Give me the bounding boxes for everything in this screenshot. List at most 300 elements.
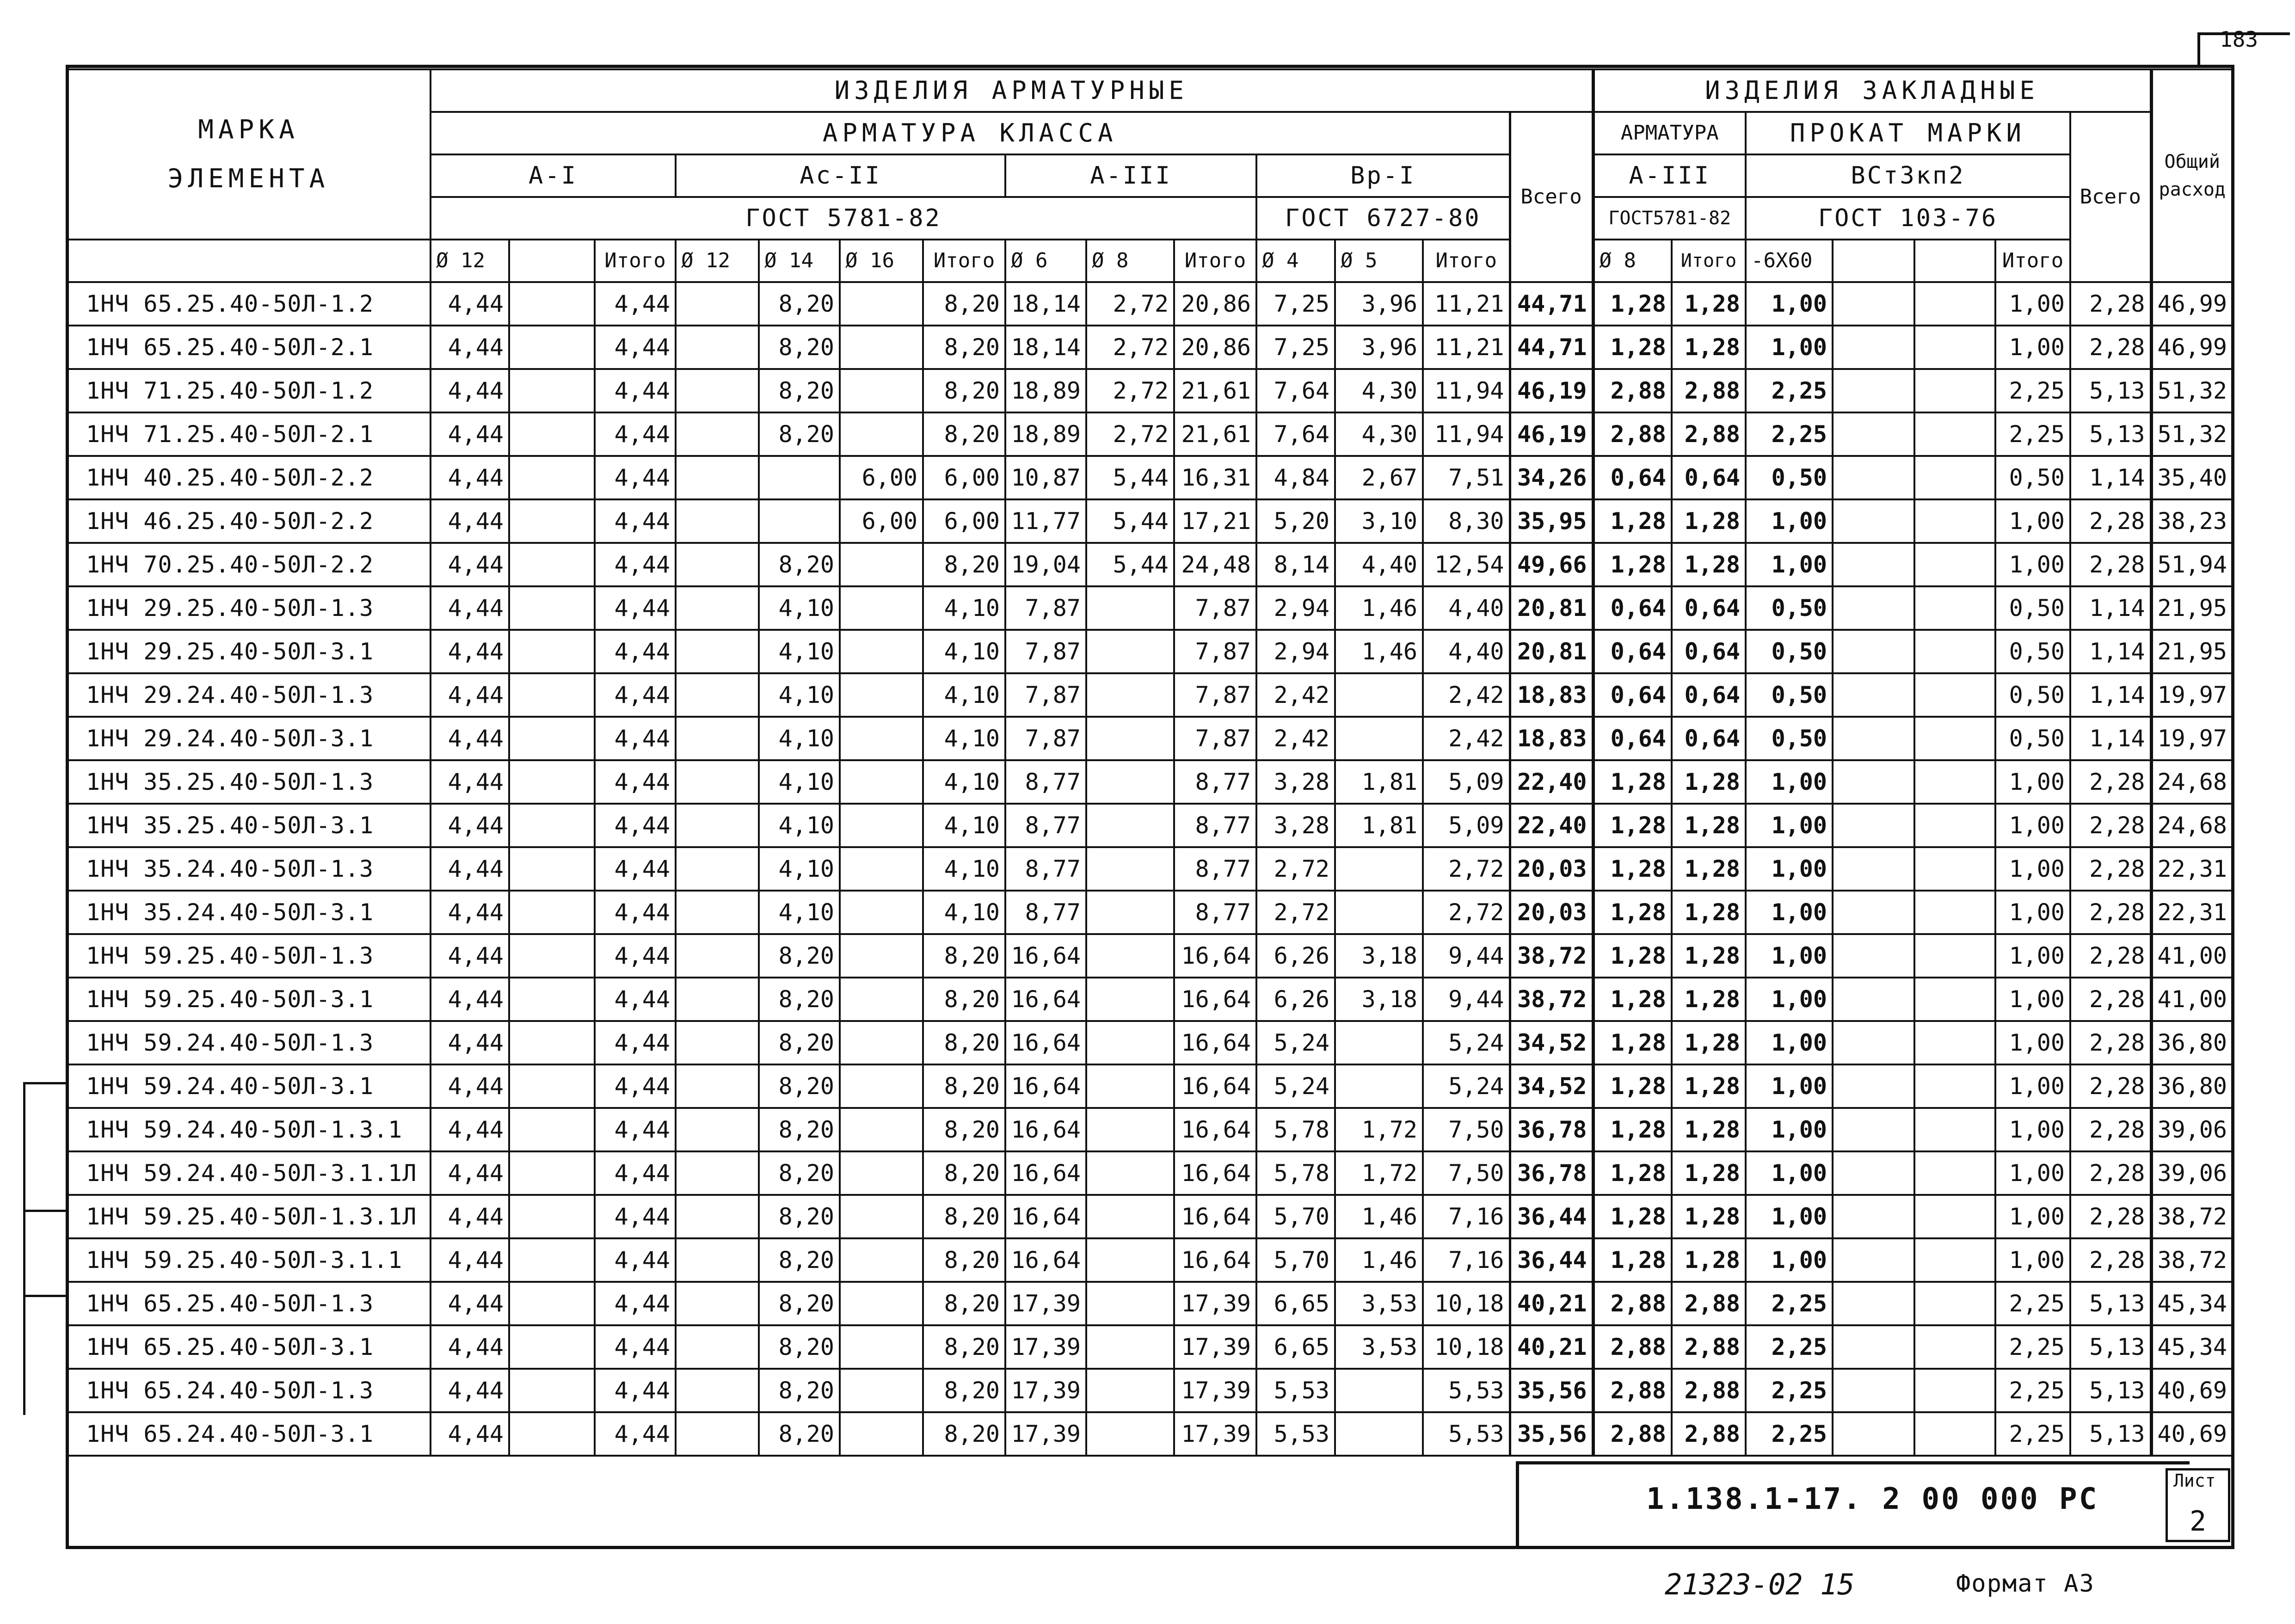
cell-a3-d8 (1086, 1151, 1174, 1195)
cell-e-6x60: 0,50 (1746, 586, 1833, 630)
cell-a3-d8: 5,44 (1086, 499, 1174, 543)
cell-a1-d12: 4,44 (431, 1412, 509, 1456)
cell-e-total: 1,28 (1672, 1021, 1746, 1064)
cell-bp-d4: 3,28 (1256, 760, 1335, 804)
cell-ac-d14: 8,20 (759, 1064, 840, 1108)
cell-e-6x60: 1,00 (1746, 760, 1833, 804)
cell-a3-d6: 7,87 (1005, 586, 1086, 630)
empty-cell (676, 847, 759, 891)
cell-e-roll-total: 1,00 (1995, 326, 2070, 369)
cell-bp-d4: 5,53 (1256, 1369, 1335, 1412)
empty-cell (1914, 1369, 1995, 1412)
empty-cell (509, 369, 595, 412)
cell-e-6x60: 1,00 (1746, 1238, 1833, 1282)
cell-ac-d14 (759, 499, 840, 543)
empty-cell (1833, 1412, 1914, 1456)
table-row (67, 586, 2233, 630)
empty-cell (1914, 499, 1995, 543)
cell-bp-total: 8,30 (1423, 499, 1510, 543)
empty-cell (1833, 630, 1914, 673)
cell-ac-d14: 4,10 (759, 673, 840, 717)
cell-ac-d16 (840, 630, 923, 673)
cell-bp-d4: 4,84 (1256, 456, 1335, 499)
cell-overall: 19,97 (2151, 673, 2233, 717)
cell-bp-d5: 3,96 (1335, 326, 1423, 369)
cell-ac-total: 8,20 (923, 1325, 1005, 1369)
rebar-products-header: ИЗДЕЛИЯ АРМАТУРНЫЕ (431, 69, 1593, 112)
empty-cell (1914, 1325, 1995, 1369)
cell-ac-total: 4,10 (923, 760, 1005, 804)
class-a3-header: А-III (1005, 154, 1256, 197)
empty-cell (509, 1064, 595, 1108)
cell-e-roll-total: 0,50 (1995, 456, 2070, 499)
cell-e-6x60: 1,00 (1746, 543, 1833, 586)
cell-bp-d5: 1,81 (1335, 804, 1423, 847)
cell-a1-total: 4,44 (595, 326, 676, 369)
table-row (67, 369, 2233, 412)
cell-overall: 41,00 (2151, 934, 2233, 978)
header-row-1 (67, 69, 2233, 112)
cell-e-total: 1,28 (1672, 1238, 1746, 1282)
empty-cell (1914, 630, 1995, 673)
cell-bp-d4: 2,42 (1256, 717, 1335, 760)
empty-cell (1914, 1151, 1995, 1195)
cell-ac-total: 8,20 (923, 1195, 1005, 1238)
empty-cell (509, 717, 595, 760)
cell-ac-total: 4,10 (923, 630, 1005, 673)
empty-cell (509, 326, 595, 369)
cell-a3-d8 (1086, 934, 1174, 978)
mark-header-line1: МАРКА (198, 114, 299, 145)
cell-a1-d12: 4,44 (431, 456, 509, 499)
table-row (67, 847, 2233, 891)
sheet-number: 2 (2190, 1505, 2207, 1538)
cell-a3-d6: 16,64 (1005, 1238, 1086, 1282)
cell-bp-d5 (1335, 891, 1423, 934)
table-row (67, 1195, 2233, 1238)
cell-a3-d8 (1086, 586, 1174, 630)
cell-e-6x60: 1,00 (1746, 847, 1833, 891)
empty-cell (1914, 804, 1995, 847)
cell-a1-d12: 4,44 (431, 1238, 509, 1282)
cell-e-6x60: 2,25 (1746, 412, 1833, 456)
empty-cell (676, 412, 759, 456)
table-row (67, 760, 2233, 804)
cell-e-roll-total: 1,00 (1995, 760, 2070, 804)
cell-e-d8: 1,28 (1593, 1021, 1672, 1064)
cell-a1-d12: 4,44 (431, 760, 509, 804)
cell-e-d8: 2,88 (1593, 1369, 1672, 1412)
cell-bp-total: 4,40 (1423, 586, 1510, 630)
cell-e-d8: 1,28 (1593, 282, 1672, 326)
cell-ac-d16 (840, 543, 923, 586)
cell-total: 40,21 (1510, 1282, 1593, 1325)
margin-tick (23, 1295, 67, 1297)
header-row-5 (67, 240, 2233, 282)
cell-ac-total: 4,10 (923, 847, 1005, 891)
cell-ac-total: 4,10 (923, 804, 1005, 847)
sheet-label: Лист (2173, 1470, 2216, 1491)
cell-e-all: 2,28 (2070, 934, 2151, 978)
cell-bp-d4: 5,78 (1256, 1151, 1335, 1195)
col-emb-blank-2 (1914, 240, 1995, 282)
cell-ac-total: 6,00 (923, 456, 1005, 499)
cell-a1-total: 4,44 (595, 282, 676, 326)
table-row (67, 1238, 2233, 1282)
empty-cell (676, 1369, 759, 1412)
cell-e-total: 1,28 (1672, 282, 1746, 326)
gost-emb-rebar-header: ГОСТ5781-82 (1593, 197, 1746, 240)
cell-bp-d5: 1,46 (1335, 630, 1423, 673)
col-a1-total: Итого (595, 240, 676, 282)
cell-a1-d12: 4,44 (431, 412, 509, 456)
empty-cell (1833, 1282, 1914, 1325)
cell-a3-total: 20,86 (1174, 326, 1256, 369)
cell-a3-total: 16,64 (1174, 1151, 1256, 1195)
table-row (67, 804, 2233, 847)
cell-e-6x60: 1,00 (1746, 978, 1833, 1021)
cell-e-all: 1,14 (2070, 673, 2151, 717)
col-a3-d6: Ø 6 (1005, 240, 1086, 282)
cell-a3-d8 (1086, 847, 1174, 891)
table-row (67, 1108, 2233, 1151)
cell-ac-total: 8,20 (923, 934, 1005, 978)
cell-overall: 41,00 (2151, 978, 2233, 1021)
cell-bp-total: 5,24 (1423, 1021, 1510, 1064)
cell-a3-d6: 7,87 (1005, 717, 1086, 760)
table-row (67, 717, 2233, 760)
cell-e-d8: 0,64 (1593, 456, 1672, 499)
cell-e-6x60: 2,25 (1746, 1412, 1833, 1456)
cell-ac-d14: 4,10 (759, 630, 840, 673)
cell-e-total: 1,28 (1672, 499, 1746, 543)
cell-bp-d5: 3,18 (1335, 978, 1423, 1021)
cell-a1-total: 4,44 (595, 804, 676, 847)
cell-ac-d16 (840, 847, 923, 891)
empty-cell (1914, 717, 1995, 760)
cell-bp-total: 11,21 (1423, 282, 1510, 326)
cell-e-all: 5,13 (2070, 1282, 2151, 1325)
cell-a3-total: 17,21 (1174, 499, 1256, 543)
empty-cell (1914, 1412, 1995, 1456)
cell-e-all: 2,28 (2070, 499, 2151, 543)
empty-cell (509, 1325, 595, 1369)
cell-bp-d5: 1,81 (1335, 760, 1423, 804)
cell-total: 36,44 (1510, 1238, 1593, 1282)
cell-a1-d12: 4,44 (431, 978, 509, 1021)
cell-overall: 40,69 (2151, 1369, 2233, 1412)
table-row (67, 934, 2233, 978)
cell-total: 35,95 (1510, 499, 1593, 543)
cell-a1-total: 4,44 (595, 1195, 676, 1238)
cell-e-total: 2,88 (1672, 1282, 1746, 1325)
cell-e-total: 0,64 (1672, 717, 1746, 760)
cell-mark: 1НЧ 71.25.40-50Л-2.1 (67, 412, 431, 456)
cell-ac-d16 (840, 717, 923, 760)
cell-mark: 1НЧ 71.25.40-50Л-1.2 (67, 369, 431, 412)
cell-a1-d12: 4,44 (431, 369, 509, 412)
empty-cell (509, 543, 595, 586)
cell-total: 20,03 (1510, 891, 1593, 934)
cell-e-all: 2,28 (2070, 760, 2151, 804)
cell-overall: 39,06 (2151, 1151, 2233, 1195)
cell-a3-d8 (1086, 804, 1174, 847)
cell-a1-total: 4,44 (595, 456, 676, 499)
table-row (67, 499, 2233, 543)
cell-a3-d8: 2,72 (1086, 326, 1174, 369)
cell-e-total: 2,88 (1672, 412, 1746, 456)
cell-ac-d14: 8,20 (759, 369, 840, 412)
cell-ac-d14: 8,20 (759, 1238, 840, 1282)
empty-cell (509, 804, 595, 847)
cell-e-roll-total: 1,00 (1995, 499, 2070, 543)
cell-a3-d6: 18,89 (1005, 412, 1086, 456)
cell-ac-d14: 8,20 (759, 282, 840, 326)
empty-cell (676, 1021, 759, 1064)
empty-cell (1833, 1021, 1914, 1064)
cell-bp-d5 (1335, 1021, 1423, 1064)
cell-a3-total: 8,77 (1174, 847, 1256, 891)
cell-overall: 38,23 (2151, 499, 2233, 543)
cell-a1-total: 4,44 (595, 586, 676, 630)
cell-a1-d12: 4,44 (431, 1021, 509, 1064)
mark-subheader-blank (67, 240, 431, 282)
cell-total: 34,52 (1510, 1021, 1593, 1064)
cell-e-roll-total: 1,00 (1995, 891, 2070, 934)
cell-e-roll-total: 1,00 (1995, 1064, 2070, 1108)
cell-e-total: 1,28 (1672, 934, 1746, 978)
cell-e-roll-total: 1,00 (1995, 1238, 2070, 1282)
cell-a3-d6: 7,87 (1005, 630, 1086, 673)
cell-e-roll-total: 0,50 (1995, 630, 2070, 673)
cell-bp-d5 (1335, 847, 1423, 891)
cell-ac-total: 8,20 (923, 412, 1005, 456)
margin-tick (23, 1210, 67, 1212)
cell-mark: 1НЧ 29.25.40-50Л-1.3 (67, 586, 431, 630)
cell-e-all: 2,28 (2070, 543, 2151, 586)
empty-cell (1833, 847, 1914, 891)
cell-e-6x60: 1,00 (1746, 326, 1833, 369)
empty-cell (509, 1412, 595, 1456)
cell-e-roll-total: 1,00 (1995, 804, 2070, 847)
cell-mark: 1НЧ 65.25.40-50Л-1.2 (67, 282, 431, 326)
cell-overall: 22,31 (2151, 847, 2233, 891)
cell-a1-d12: 4,44 (431, 1108, 509, 1151)
cell-e-6x60: 1,00 (1746, 1195, 1833, 1238)
empty-cell (1914, 1064, 1995, 1108)
table-row (67, 412, 2233, 456)
cell-ac-total: 8,20 (923, 1108, 1005, 1151)
cell-e-d8: 2,88 (1593, 369, 1672, 412)
cell-ac-d16 (840, 1412, 923, 1456)
cell-e-6x60: 2,25 (1746, 1325, 1833, 1369)
empty-cell (1833, 282, 1914, 326)
cell-a1-d12: 4,44 (431, 326, 509, 369)
cell-ac-d16 (840, 1195, 923, 1238)
cell-ac-total: 4,10 (923, 717, 1005, 760)
cell-a1-d12: 4,44 (431, 717, 509, 760)
cell-a1-total: 4,44 (595, 934, 676, 978)
cell-a1-total: 4,44 (595, 1325, 676, 1369)
cell-ac-d16 (840, 1238, 923, 1282)
empty-cell (1833, 369, 1914, 412)
cell-e-all: 2,28 (2070, 978, 2151, 1021)
cell-bp-total: 10,18 (1423, 1282, 1510, 1325)
table-row (67, 543, 2233, 586)
cell-e-total: 2,88 (1672, 1325, 1746, 1369)
cell-ac-d14: 4,10 (759, 891, 840, 934)
cell-mark: 1НЧ 59.25.40-50Л-3.1 (67, 978, 431, 1021)
cell-a1-total: 4,44 (595, 369, 676, 412)
cell-e-roll-total: 2,25 (1995, 369, 2070, 412)
gost-rolled-header: ГОСТ 103-76 (1746, 197, 2070, 240)
cell-total: 18,83 (1510, 673, 1593, 717)
cell-a3-d6: 17,39 (1005, 1282, 1086, 1325)
cell-ac-d16 (840, 282, 923, 326)
cell-total: 46,19 (1510, 369, 1593, 412)
empty-cell (676, 1325, 759, 1369)
consumption-table (66, 68, 2233, 1540)
cell-bp-total: 4,40 (1423, 630, 1510, 673)
empty-cell (1914, 673, 1995, 717)
cell-bp-d5: 3,10 (1335, 499, 1423, 543)
rebar-class-header: АРМАТУРА КЛАССА (431, 112, 1510, 154)
cell-mark: 1НЧ 35.24.40-50Л-3.1 (67, 891, 431, 934)
cell-e-all: 1,14 (2070, 586, 2151, 630)
cell-e-6x60: 1,00 (1746, 891, 1833, 934)
cell-e-roll-total: 2,25 (1995, 1282, 2070, 1325)
cell-a3-d6: 8,77 (1005, 804, 1086, 847)
cell-bp-total: 11,94 (1423, 412, 1510, 456)
emb-a3-header: А-III (1593, 154, 1746, 197)
cell-e-total: 1,28 (1672, 326, 1746, 369)
cell-e-roll-total: 1,00 (1995, 1108, 2070, 1151)
cell-e-total: 1,28 (1672, 1195, 1746, 1238)
cell-bp-d5: 4,30 (1335, 412, 1423, 456)
cell-a1-total: 4,44 (595, 1021, 676, 1064)
empty-cell (676, 978, 759, 1021)
cell-a3-d8: 2,72 (1086, 412, 1174, 456)
cell-a3-d6: 18,89 (1005, 369, 1086, 412)
cell-e-d8: 0,64 (1593, 673, 1672, 717)
cell-e-all: 5,13 (2070, 369, 2151, 412)
cell-a3-total: 16,64 (1174, 978, 1256, 1021)
cell-a3-d6: 8,77 (1005, 891, 1086, 934)
cell-mark: 1НЧ 29.24.40-50Л-1.3 (67, 673, 431, 717)
col-emb-rolled-total: Итого (1995, 240, 2070, 282)
empty-cell (509, 1282, 595, 1325)
cell-a3-total: 8,77 (1174, 891, 1256, 934)
cell-e-total: 1,28 (1672, 847, 1746, 891)
col-ac-d12: Ø 12 (676, 240, 759, 282)
cell-ac-total: 8,20 (923, 326, 1005, 369)
cell-bp-total: 7,16 (1423, 1238, 1510, 1282)
cell-a3-total: 16,64 (1174, 1021, 1256, 1064)
overall-header (2151, 69, 2233, 282)
cell-ac-d16 (840, 1369, 923, 1412)
empty-cell (676, 369, 759, 412)
cell-a3-d8 (1086, 760, 1174, 804)
cell-a1-d12: 4,44 (431, 673, 509, 717)
cell-ac-d14: 8,20 (759, 1369, 840, 1412)
cell-ac-total: 8,20 (923, 1369, 1005, 1412)
cell-a1-total: 4,44 (595, 499, 676, 543)
cell-overall: 21,95 (2151, 630, 2233, 673)
cell-e-d8: 1,28 (1593, 891, 1672, 934)
cell-e-total: 0,64 (1672, 456, 1746, 499)
empty-cell (676, 586, 759, 630)
cell-e-roll-total: 2,25 (1995, 412, 2070, 456)
cell-mark: 1НЧ 29.25.40-50Л-3.1 (67, 630, 431, 673)
empty-cell (676, 326, 759, 369)
empty-cell (676, 282, 759, 326)
cell-a1-total: 4,44 (595, 1282, 676, 1325)
cell-a3-d6: 16,64 (1005, 1064, 1086, 1108)
cell-e-d8: 1,28 (1593, 934, 1672, 978)
cell-e-roll-total: 2,25 (1995, 1369, 2070, 1412)
cell-e-d8: 2,88 (1593, 1325, 1672, 1369)
empty-cell (509, 891, 595, 934)
cell-a3-d6: 16,64 (1005, 1108, 1086, 1151)
empty-cell (1833, 804, 1914, 847)
table-body (67, 282, 2233, 1456)
cell-mark: 1НЧ 59.25.40-50Л-3.1.1 (67, 1238, 431, 1282)
margin-bracket (23, 1082, 67, 1415)
cell-total: 46,19 (1510, 412, 1593, 456)
cell-a3-total: 7,87 (1174, 630, 1256, 673)
cell-e-all: 1,14 (2070, 456, 2151, 499)
cell-e-6x60: 1,00 (1746, 499, 1833, 543)
cell-bp-d4: 7,25 (1256, 282, 1335, 326)
cell-a3-d6: 16,64 (1005, 978, 1086, 1021)
cell-e-6x60: 1,00 (1746, 1108, 1833, 1151)
cell-ac-d14: 4,10 (759, 847, 840, 891)
cell-ac-d16 (840, 1282, 923, 1325)
cell-e-6x60: 2,25 (1746, 1369, 1833, 1412)
cell-bp-d4: 7,25 (1256, 326, 1335, 369)
cell-bp-total: 2,42 (1423, 673, 1510, 717)
empty-cell (676, 934, 759, 978)
cell-ac-total: 8,20 (923, 1021, 1005, 1064)
cell-bp-d4: 5,70 (1256, 1238, 1335, 1282)
empty-cell (676, 499, 759, 543)
cell-bp-d4: 5,20 (1256, 499, 1335, 543)
cell-a3-d6: 18,14 (1005, 326, 1086, 369)
empty-cell (509, 760, 595, 804)
cell-e-all: 2,28 (2070, 1238, 2151, 1282)
cell-ac-d14: 8,20 (759, 1021, 840, 1064)
cell-e-roll-total: 2,25 (1995, 1412, 2070, 1456)
cell-e-d8: 0,64 (1593, 630, 1672, 673)
cell-e-total: 2,88 (1672, 369, 1746, 412)
cell-a1-total: 4,44 (595, 847, 676, 891)
cell-e-roll-total: 1,00 (1995, 282, 2070, 326)
cell-a3-d6: 16,64 (1005, 1195, 1086, 1238)
empty-cell (1914, 934, 1995, 978)
empty-cell (1914, 543, 1995, 586)
gost-rebar-header: ГОСТ 5781-82 (431, 197, 1256, 240)
cell-a3-d8 (1086, 1369, 1174, 1412)
empty-cell (509, 1108, 595, 1151)
cell-a1-total: 4,44 (595, 978, 676, 1021)
cell-ac-d14: 4,10 (759, 717, 840, 760)
cell-a1-d12: 4,44 (431, 543, 509, 586)
cell-ac-d16 (840, 891, 923, 934)
empty-cell (676, 456, 759, 499)
empty-cell (509, 1369, 595, 1412)
cell-ac-d16 (840, 1108, 923, 1151)
cell-overall: 46,99 (2151, 326, 2233, 369)
